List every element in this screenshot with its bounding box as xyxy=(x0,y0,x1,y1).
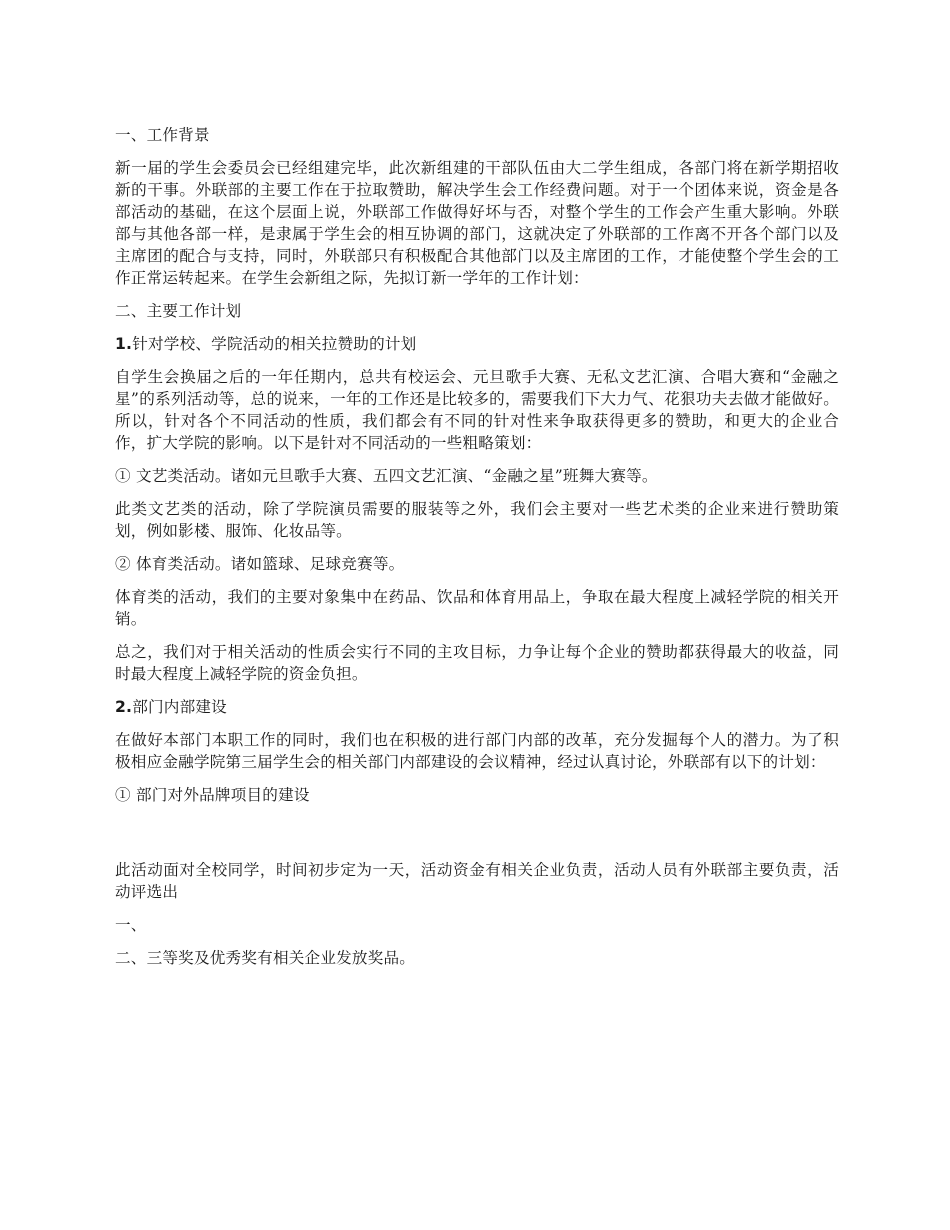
paragraph-activity-details: 此活动面对全校同学，时间初步定为一天，活动资金有相关企业负责，活动人员有外联部主要负责，活动评选出 xyxy=(115,861,839,901)
paragraph-background: 新一届的学生会委员会已经组建完毕，此次新组建的干部队伍由大二学生组成，各部门将在新学期招收新的干事。外联部的主要工作在于拉取赞助，解决学生会工作经费问题。对于一个团体来说，资金是各部活动的基础，在这个层面上说，外联部工作做得好坏与否，对整个学生的工作会产生重大影响。外联部与其他各部一样，是隶属于学生会的相互协调的部门，这就决定了外联部的工作离不开各个部门以及主席团的配合与支持，同时，外联部只有积极配合其他部门以及主席团的工作，才能使整个学生会的工作正常运转起来。在学生会新组之际，先拟订新一学年的工作计划： xyxy=(115,159,839,287)
section-1-number: 1. xyxy=(115,335,133,353)
paragraph-sponsorship-overview: 自学生会换届之后的一年任期内，总共有校运会、元旦歌手大赛、无私文艺汇演、合唱大赛和“金融之星”的系列活动等，总的说来，一年的工作还是比较多的，需要我们下大力气、花狠功夫去做才能做好。所以，针对各个不同活动的性质，我们都会有不同的针对性来争取获得更多的赞助，和更大的企业合作，扩大学院的影响。以下是针对不同活动的一些粗略策划： xyxy=(115,368,839,452)
section-1-title: 针对学校、学院活动的相关拉赞助的计划 xyxy=(132,335,417,353)
paragraph-other-prizes: 二、三等奖及优秀奖有相关企业发放奖品。 xyxy=(115,949,416,967)
heading-work-background: 一、工作背景 xyxy=(115,126,210,144)
section-2-heading xyxy=(115,696,839,718)
paragraph-first-prize: 一、 xyxy=(115,916,147,934)
list-item-brand-project: ① 部门对外品牌项目的建设 xyxy=(115,786,310,804)
section-1-heading xyxy=(115,333,839,355)
document-page xyxy=(115,124,839,980)
heading-main-plan: 二、主要工作计划 xyxy=(115,302,242,320)
paragraph-sports-sponsorship: 体育类的活动，我们的主要对象集中在药品、饮品和体育用品上，争取在最大程度上减轻学院的相关开销。 xyxy=(115,588,839,628)
section-2-number: 2. xyxy=(115,698,133,716)
section-2-title: 部门内部建设 xyxy=(132,698,227,716)
list-item-sports-activities: ② 体育类活动。诸如篮球、足球竞赛等。 xyxy=(115,555,405,573)
paragraph-arts-sponsorship: 此类文艺类的活动，除了学院演员需要的服装等之外，我们会主要对一些艺术类的企业来进行赞助策划，例如影楼、服饰、化妆品等。 xyxy=(115,500,839,540)
paragraph-summary: 总之，我们对于相关活动的性质会实行不同的主攻目标，力争让每个企业的赞助都获得最大的收益，同时最大程度上减轻学院的资金负担。 xyxy=(115,643,839,683)
paragraph-internal-building: 在做好本部门本职工作的同时，我们也在积极的进行部门内部的改革，充分发掘每个人的潜力。为了积极相应金融学院第三届学生会的相关部门内部建设的会议精神，经过认真讨论，外联部有以下的计划： xyxy=(115,731,839,771)
blank-space xyxy=(115,817,839,859)
list-item-arts-activities: ① 文艺类活动。诸如元旦歌手大赛、五四文艺汇演、“金融之星”班舞大赛等。 xyxy=(115,467,658,485)
